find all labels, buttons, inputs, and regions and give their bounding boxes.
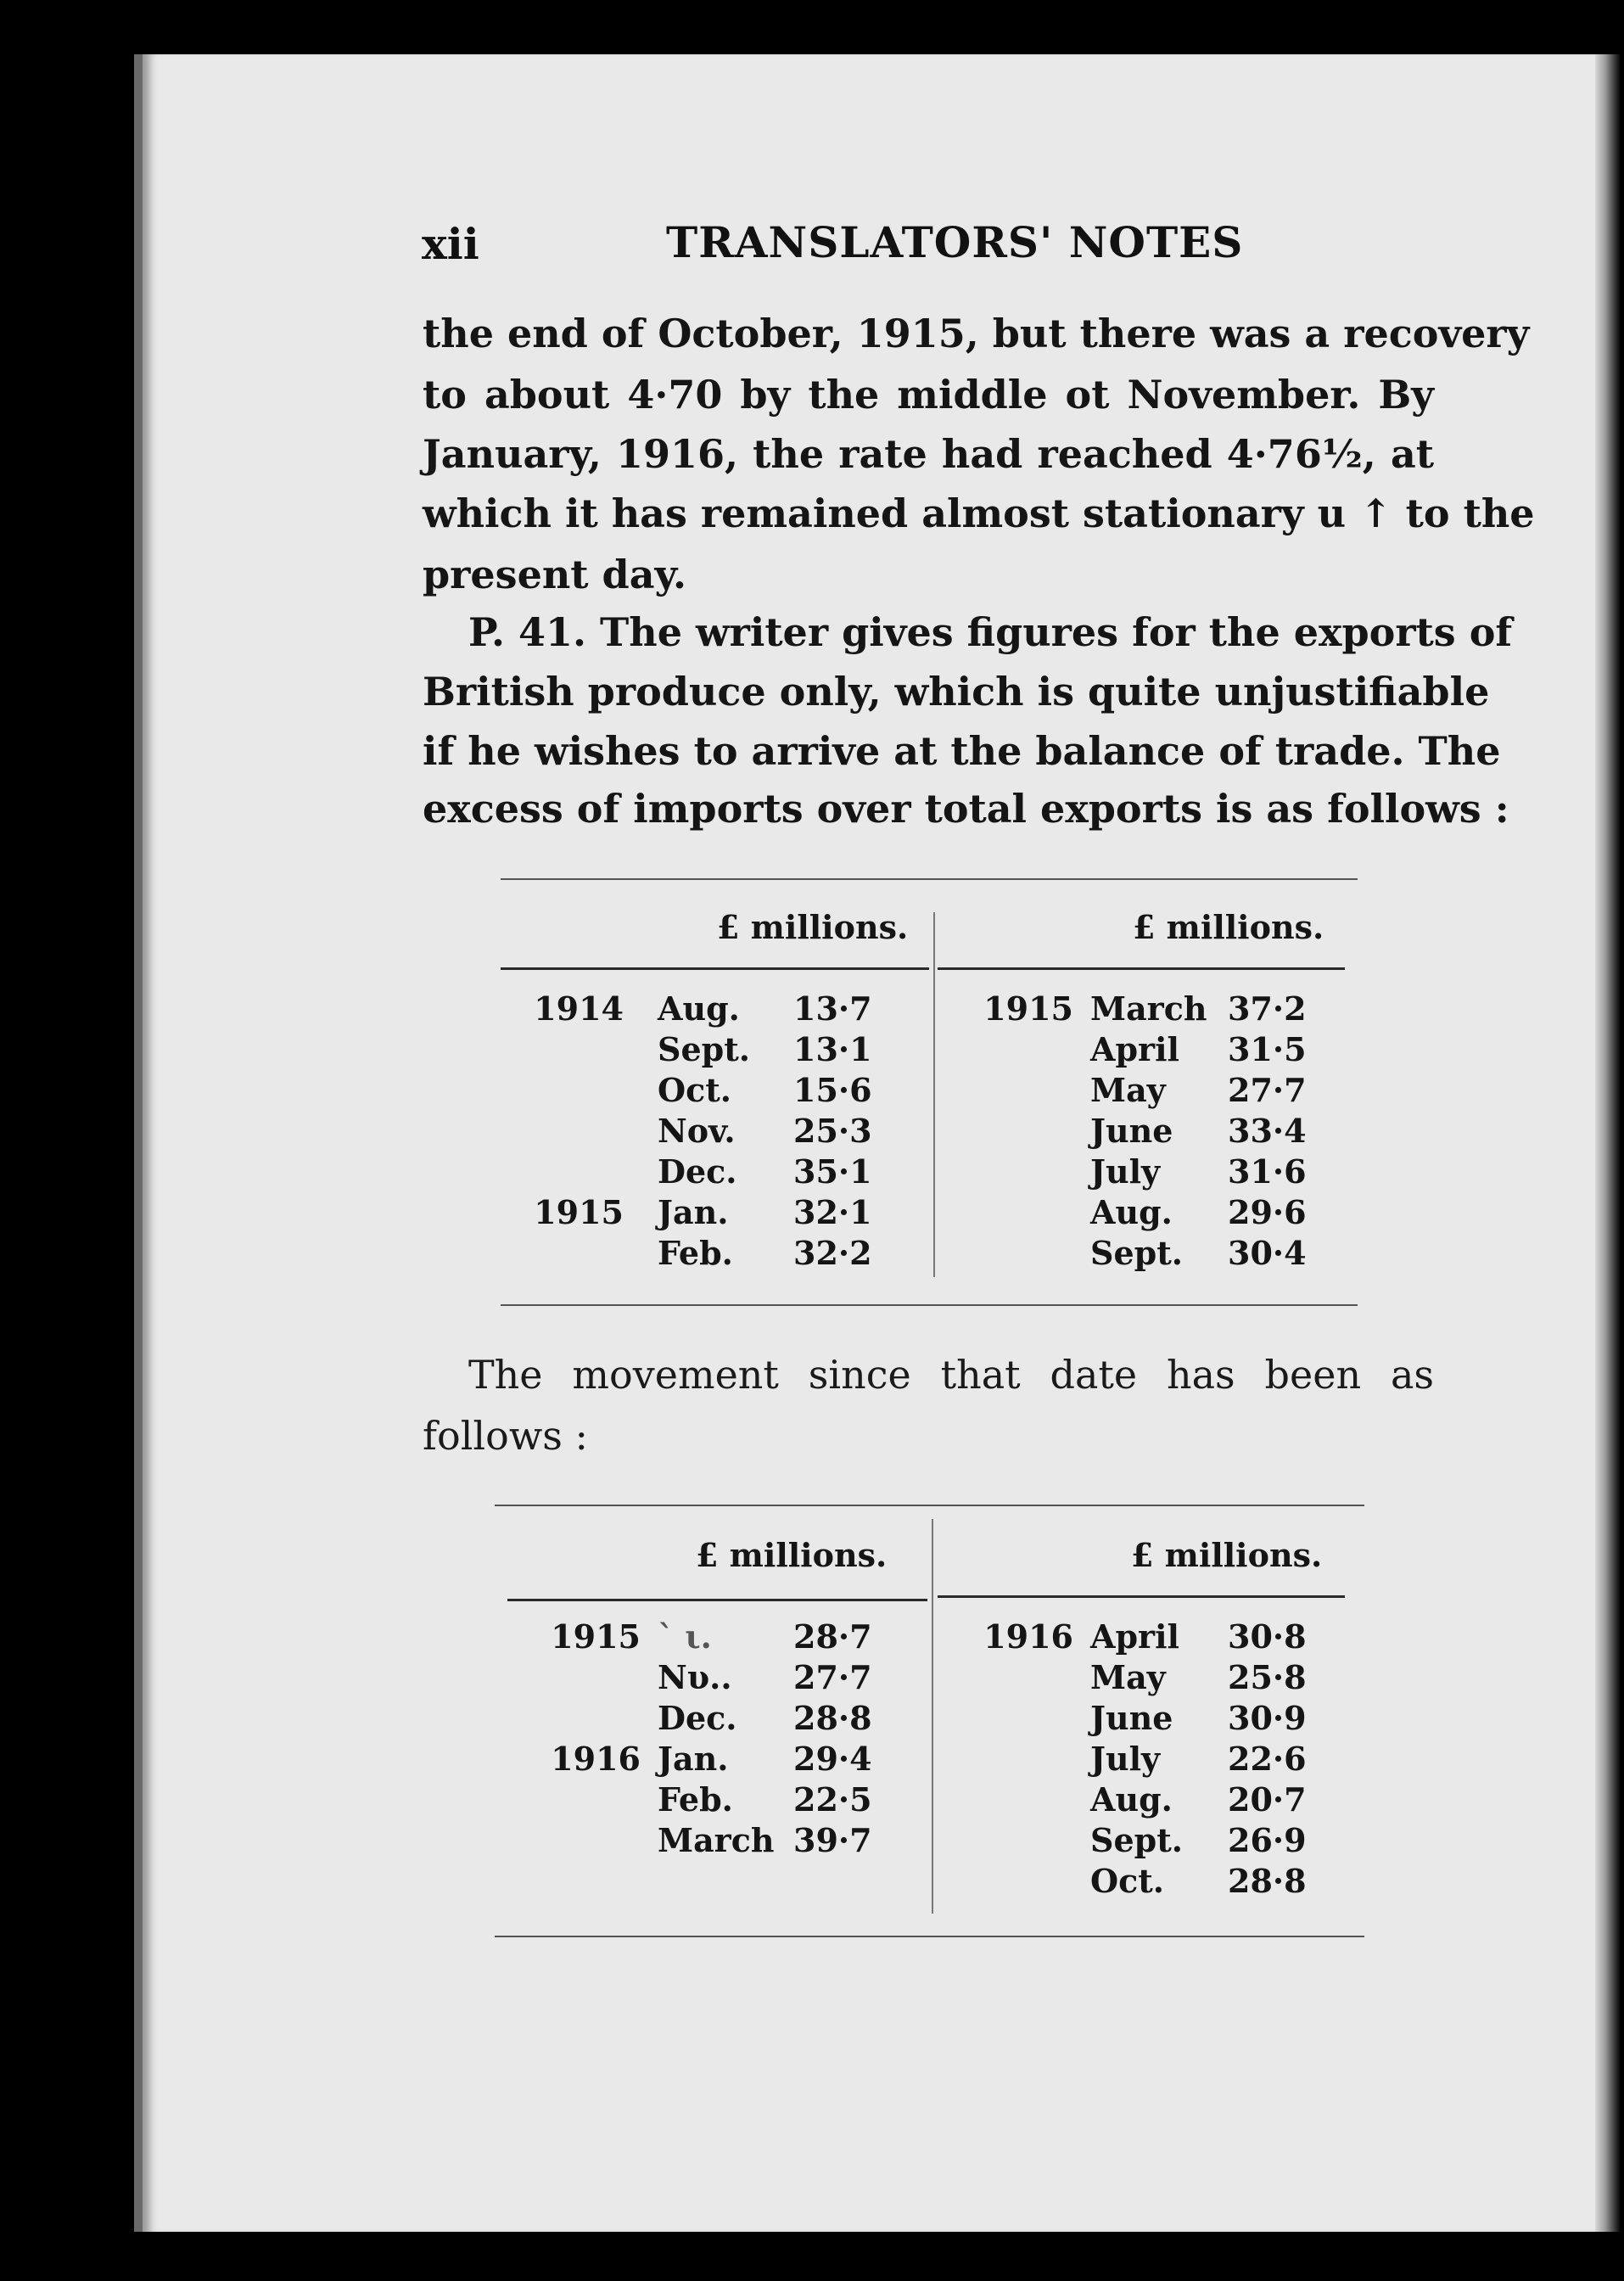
value-cell: 30·4 [1228,1234,1307,1272]
month-cell: Jan. [658,1740,729,1778]
month-cell: July [1090,1152,1161,1191]
value-cell: 28·7 [793,1617,872,1656]
text-line: if he wishes to arrive at the balance of trade. The [423,728,1501,774]
month-cell: May [1090,1071,1166,1109]
table-bottom-rule [501,1304,1358,1306]
month-cell: June [1090,1699,1173,1737]
month-cell: Sept. [1090,1821,1183,1859]
year-cell: 1914 [534,989,624,1028]
month-cell: Oct. [1090,1862,1165,1900]
month-cell: March [1090,989,1207,1028]
text-line: present day. [423,552,686,597]
table-bottom-rule [495,1936,1364,1937]
value-cell: 33·4 [1228,1112,1307,1150]
month-cell: Jan. [658,1193,729,1231]
value-cell: 32·2 [793,1234,872,1272]
value-cell: 27·7 [1228,1071,1307,1109]
month-cell: July [1090,1740,1161,1778]
month-cell: ` ι. [658,1617,712,1656]
header-rule [501,967,929,970]
column-header: £ millions. [1133,908,1324,946]
value-cell: 27·7 [793,1658,872,1696]
month-cell: Nov. [658,1112,736,1150]
month-cell: Sept. [658,1030,750,1068]
text-line: which it has remained almost stationary u ↑ to the [423,490,1535,536]
text-line: follows : [423,1413,588,1459]
header-rule [938,1595,1345,1598]
value-cell: 37·2 [1228,989,1307,1028]
value-cell: 30·8 [1228,1617,1307,1656]
page-edge-shadow [1595,54,1621,2232]
text-line: British produce only, which is quite unjustifiable [423,669,1490,715]
value-cell: 13·7 [793,989,872,1028]
value-cell: 15·6 [793,1071,872,1109]
text-line: the end of October, 1915, but there was a recovery [423,311,1530,356]
value-cell: 25·3 [793,1112,872,1150]
value-cell: 35·1 [793,1152,872,1191]
month-cell: Aug. [1090,1193,1173,1231]
value-cell: 39·7 [793,1821,872,1859]
text-line: January, 1916, the rate had reached 4·76½, at [423,431,1434,477]
value-cell: 32·1 [793,1193,872,1231]
month-cell: Feb. [658,1780,733,1819]
year-cell: 1916 [983,1617,1073,1656]
month-cell: April [1090,1030,1179,1068]
value-cell: 26·9 [1228,1821,1307,1859]
month-cell: Oct. [658,1071,732,1109]
value-cell: 29·6 [1228,1193,1307,1231]
value-cell: 29·4 [793,1740,872,1778]
column-header: £ millions. [696,1536,888,1574]
page-number: xii [422,219,479,269]
text-line: to about 4·70 by the middle ot November. By [423,372,1434,418]
text-line: excess of imports over total exports is as follows : [423,786,1509,832]
value-cell: 22·6 [1228,1740,1307,1778]
month-cell: Dec. [658,1699,737,1737]
value-cell: 28·8 [793,1699,872,1737]
value-cell: 22·5 [793,1780,872,1819]
month-cell: Dec. [658,1152,737,1191]
year-cell: 1915 [983,989,1073,1028]
value-cell: 31·6 [1228,1152,1307,1191]
month-cell: June [1090,1112,1173,1150]
month-cell: April [1090,1617,1179,1656]
header-rule [507,1599,927,1601]
month-cell: March [658,1821,775,1859]
value-cell: 13·1 [793,1030,872,1068]
month-cell: Aug. [658,989,740,1028]
month-cell: Nυ.. [658,1658,732,1696]
year-cell: 1916 [551,1740,641,1778]
value-cell: 25·8 [1228,1658,1307,1696]
column-divider [933,912,935,1277]
header-rule [938,967,1345,970]
value-cell: 28·8 [1228,1862,1307,1900]
month-cell: Sept. [1090,1234,1183,1272]
table-top-rule [501,878,1358,880]
column-header: £ millions. [1131,1536,1323,1574]
year-cell: 1915 [534,1193,624,1231]
value-cell: 31·5 [1228,1030,1307,1068]
month-cell: Aug. [1090,1780,1173,1819]
value-cell: 20·7 [1228,1780,1307,1819]
text-line: The movement since that date has been as [468,1352,1434,1398]
column-header: £ millions. [717,908,909,946]
year-cell: 1915 [551,1617,641,1656]
page-title: TRANSLATORS' NOTES [666,217,1244,267]
value-cell: 30·9 [1228,1699,1307,1737]
text-line: P. 41. The writer gives figures for the exports of [468,609,1513,655]
column-divider [932,1519,933,1914]
month-cell: Feb. [658,1234,733,1272]
month-cell: May [1090,1658,1166,1696]
table-top-rule [495,1505,1364,1506]
